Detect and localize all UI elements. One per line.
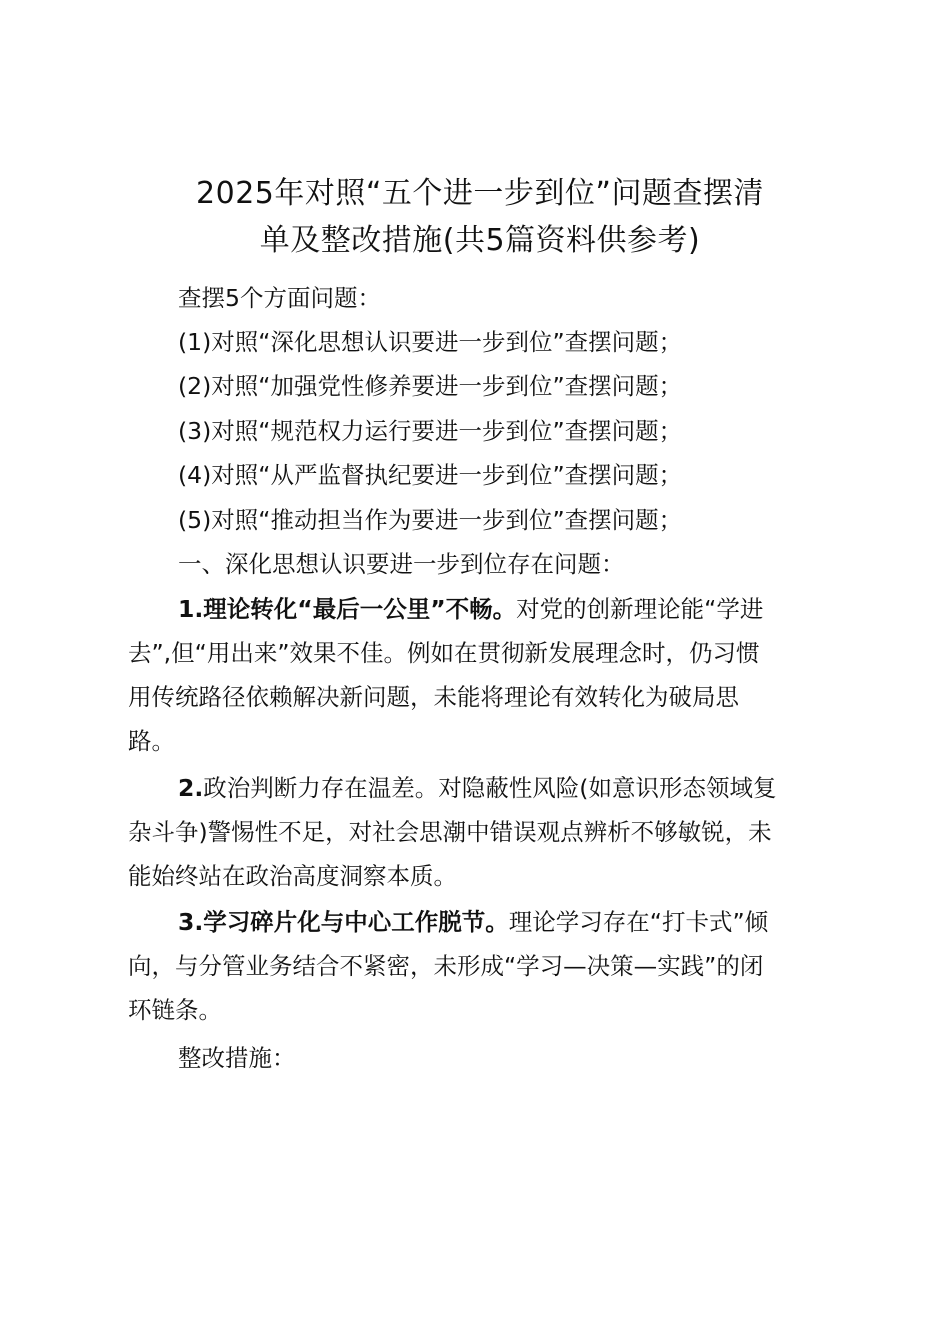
title-line-1: 2025年对照“五个进一步到位”问题查摆清 [196, 176, 764, 211]
section-heading: 一、深化思想认识要进一步到位存在问题： [178, 550, 625, 578]
issue-2-lead: 2. [178, 774, 204, 802]
rectification-heading: 整改措施： [178, 1044, 296, 1072]
list-item: (3)对照“规范权力运行要进一步到位”查摆问题； [178, 417, 683, 445]
issue-3-line-3: 环链条。 [128, 996, 222, 1024]
list-item: (1)对照“深化思想认识要进一步到位”查摆问题； [178, 328, 683, 356]
title-line-2: 单及整改措施(共5篇资料供参考) [259, 223, 701, 258]
issue-1-line-3: 用传统路径依赖解决新问题，未能将理论有效转化为破局思 [128, 683, 739, 711]
issue-3-line-2: 向，与分管业务结合不紧密，未形成“学习—决策—实践”的闭 [128, 952, 764, 980]
list-item: (5)对照“推动担当作为要进一步到位”查摆问题； [178, 506, 683, 534]
issue-2-line-3: 能始终站在政治高度洞察本质。 [128, 862, 457, 890]
document-title [120, 170, 840, 264]
issue-3-lead: 3.学习碎片化与中心工作脱节。 [178, 908, 509, 936]
issue-1-line-4: 路。 [128, 727, 175, 755]
issue-1-text: 对党的创新理论能“学进 [516, 595, 764, 623]
intro-text: 查摆5个方面问题： [178, 284, 381, 312]
list-item: (4)对照“从严监督执纪要进一步到位”查摆问题； [178, 461, 683, 489]
issue-paragraph-2 [128, 766, 848, 898]
issue-paragraph-1 [128, 587, 848, 763]
issue-1-line-2: 去”,但“用出来”效果不佳。例如在贯彻新发展理念时，仍习惯 [128, 639, 760, 667]
issue-2-line-2: 杂斗争)警惕性不足，对社会思潮中错误观点辨析不够敏锐，未 [128, 818, 772, 846]
issue-2-text: 政治判断力存在温差。对隐蔽性风险(如意识形态领域复 [203, 774, 777, 802]
issue-paragraph-3 [128, 900, 848, 1032]
list-item: (2)对照“加强党性修养要进一步到位”查摆问题； [178, 372, 683, 400]
issue-3-text: 理论学习存在“打卡式”倾 [508, 908, 769, 936]
issue-1-lead: 1.理论转化“最后一公里”不畅。 [178, 595, 517, 623]
